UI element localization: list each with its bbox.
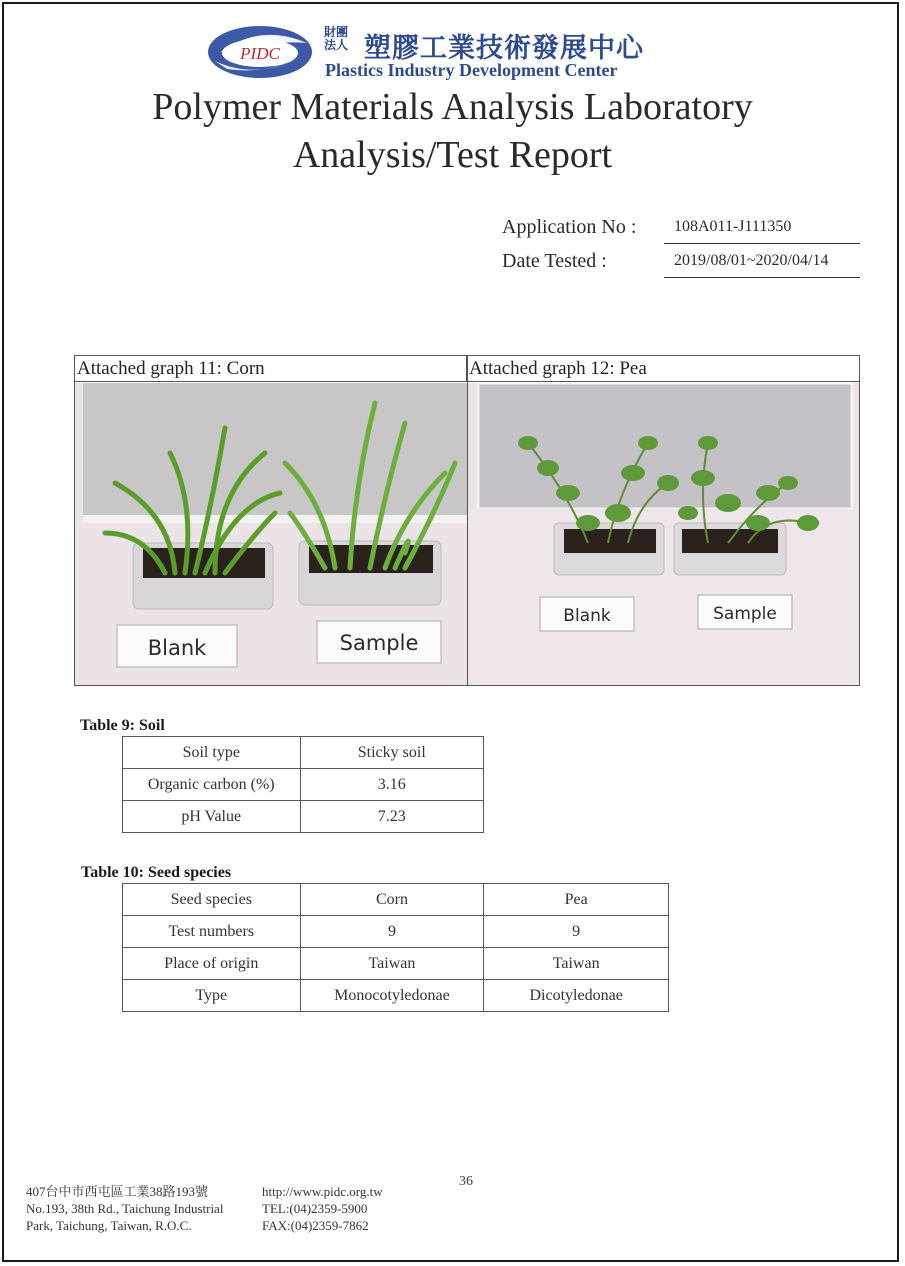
org-legal-prefix: 財團 法人 xyxy=(324,25,349,52)
table-cell: Taiwan xyxy=(300,948,484,980)
table-cell: 7.23 xyxy=(300,801,483,833)
table-row xyxy=(123,916,669,948)
table-cell: Pea xyxy=(484,884,669,916)
report-title-line2: Analysis/Test Report xyxy=(292,134,613,176)
table-10-title: Table 10: Seed species xyxy=(81,864,232,881)
svg-text:Sample: Sample xyxy=(713,604,777,624)
svg-text:Sample: Sample xyxy=(339,631,419,655)
svg-text:PIDC: PIDC xyxy=(240,44,280,63)
table-cell: 9 xyxy=(300,916,484,948)
table-cell: Place of origin xyxy=(123,948,301,980)
footer-contact xyxy=(262,1183,383,1234)
svg-text:Blank: Blank xyxy=(147,636,207,660)
corn-photo xyxy=(75,383,467,685)
date-tested-value: 2019/08/01~2020/04/14 xyxy=(664,252,860,278)
table-9-title: Table 9: Soil xyxy=(80,717,165,734)
page-number: 36 xyxy=(459,1174,473,1189)
application-no-label: Application No : xyxy=(502,216,637,238)
website-link[interactable]: http://www.pidc.org.tw xyxy=(262,1184,383,1199)
table-cell: Soil type xyxy=(123,737,301,769)
soil-table xyxy=(122,736,484,833)
table-cell: Dicotyledonae xyxy=(484,980,669,1012)
table-cell: Monocotyledonae xyxy=(300,980,484,1012)
table-cell: Organic carbon (%) xyxy=(123,769,301,801)
table-row xyxy=(123,980,669,1012)
graph-11-caption: Attached graph 11: Corn xyxy=(75,356,467,382)
org-name-english: Plastics Industry Development Center xyxy=(325,60,618,80)
footer-address xyxy=(26,1183,223,1234)
table-cell: Taiwan xyxy=(484,948,669,980)
table-cell: Corn xyxy=(300,884,484,916)
table-row xyxy=(123,737,484,769)
table-row xyxy=(123,948,669,980)
table-cell: 3.16 xyxy=(300,769,483,801)
date-tested-label: Date Tested : xyxy=(502,250,607,272)
address-english-line1: No.193, 38th Rd., Taichung Industrial xyxy=(26,1201,224,1216)
graph-12-caption: Attached graph 12: Pea xyxy=(467,356,859,382)
table-row xyxy=(123,769,484,801)
pidc-logo xyxy=(207,25,313,79)
report-title-line1: Polymer Materials Analysis Laboratory xyxy=(152,86,753,128)
table-cell: Test numbers xyxy=(123,916,301,948)
attached-graphs xyxy=(74,355,860,686)
telephone: TEL:(04)2359-5900 xyxy=(262,1201,368,1216)
table-row xyxy=(123,884,669,916)
pea-photo xyxy=(468,383,859,685)
table-cell: pH Value xyxy=(123,801,301,833)
address-english-line2: Park, Taichung, Taiwan, R.O.C. xyxy=(26,1218,192,1233)
address-chinese: 407台中市西屯區工業38路193號 xyxy=(26,1184,209,1199)
table-cell: Type xyxy=(123,980,301,1012)
table-cell: 9 xyxy=(484,916,669,948)
table-cell: Seed species xyxy=(123,884,301,916)
fax: FAX:(04)2359-7862 xyxy=(262,1218,369,1233)
application-no-value: 108A011-J111350 xyxy=(664,218,860,244)
svg-text:Blank: Blank xyxy=(563,606,611,626)
table-row xyxy=(123,801,484,833)
seed-species-table xyxy=(122,883,669,1012)
org-name-chinese: 塑膠工業技術發展中心 xyxy=(364,33,644,64)
table-cell: Sticky soil xyxy=(300,737,483,769)
